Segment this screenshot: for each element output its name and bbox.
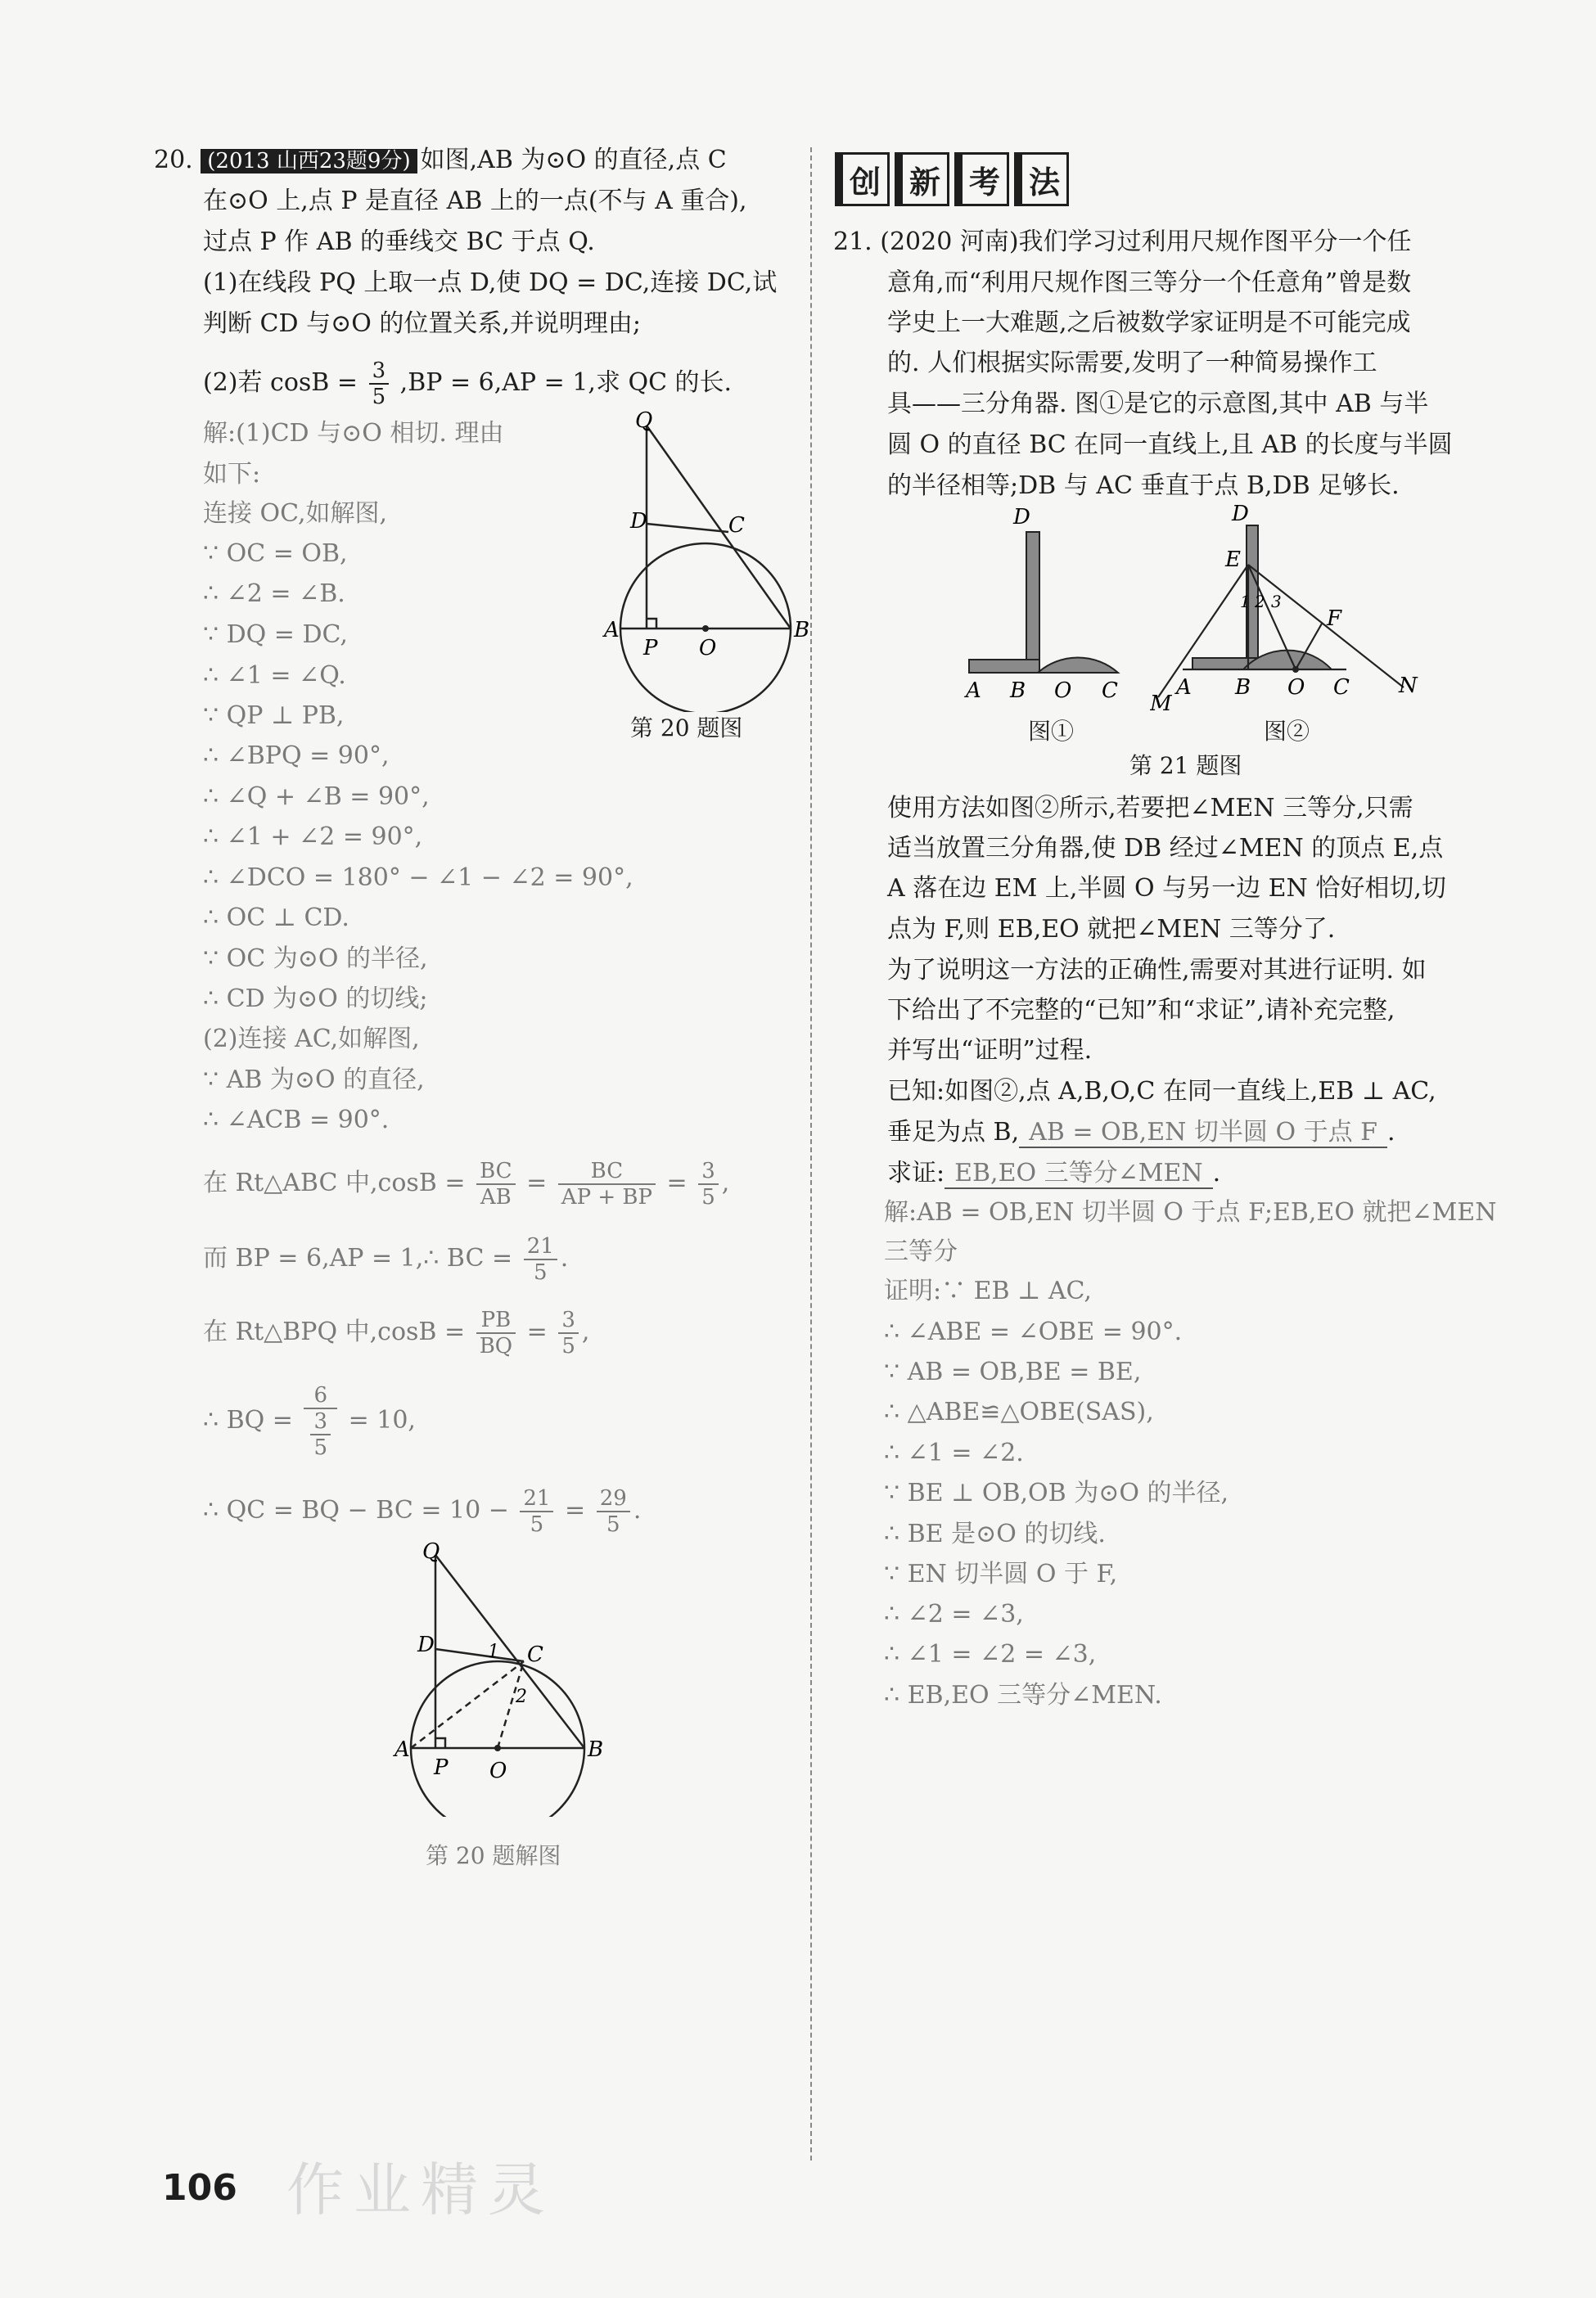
q20-number: 20. [154, 146, 193, 174]
q21-stem-5: 圆 O 的直径 BC 在同一直线上,且 AB 的长度与半圆 [887, 430, 1453, 459]
frac-den: AB [480, 1185, 512, 1210]
frac-den: 5 [530, 1512, 544, 1537]
q21-stem-3: 的. 人们根据实际需要,发明了一种简易操作工 [887, 349, 1377, 377]
q21-stem-4: 具——三分角器. 图①是它的示意图,其中 AB 与半 [887, 390, 1429, 418]
svg-text:B: B [794, 618, 810, 642]
q20-sol-12: ∴ OC ⊥ CD. [203, 903, 349, 932]
frac-den [304, 1409, 337, 1460]
q20-sol-16: ∵ AB 为⊙O 的直径, [203, 1066, 425, 1094]
q20-part2-a: (2)若 cosB = [203, 368, 358, 397]
q21-stem-1: 意角,而“利用尺规作图三等分一个任意角”曾是数 [887, 268, 1412, 297]
eq: = [565, 1496, 586, 1525]
eq: = [526, 1318, 548, 1346]
svg-text:N: N [1399, 674, 1418, 698]
section-char-4: 法 [1014, 152, 1069, 206]
svg-text:F: F [1327, 606, 1342, 631]
q21-usage-3: 点为 F,则 EB,EO 就把∠MEN 三等分了. [887, 915, 1336, 944]
svg-text:Q: Q [422, 1539, 440, 1564]
frac [597, 1486, 630, 1537]
q21-sol-10: ∴ ∠2 = ∠3, [884, 1600, 1024, 1629]
q20-sol-8: ∴ ∠BPQ = 90°, [203, 741, 390, 770]
q21-sol-4: ∵ AB = OB,BE = BE, [884, 1358, 1142, 1386]
svg-text:2: 2 [1255, 592, 1265, 611]
calc-text: 在 Rt△ABC 中,cosB = [203, 1169, 466, 1197]
frac-den: 5 [701, 1185, 715, 1210]
frac-den: 5 [561, 1334, 575, 1359]
svg-text:C: C [1333, 675, 1350, 700]
q20-stem-1: 在⊙O 上,点 P 是直径 AB 上的一点(不与 A 重合), [203, 187, 747, 215]
q20-solution-figure [385, 1539, 630, 1817]
q21-known-answer: AB = OB,EN 切半圆 O 于点 F [1019, 1118, 1387, 1148]
q20-stem-0: 如图,AB 为⊙O 的直径,点 C [420, 146, 727, 174]
frac-num: 3 [558, 1308, 579, 1334]
frac-num: BC [476, 1159, 515, 1185]
q20-line-1 [154, 144, 727, 178]
q20-sol-14: ∴ CD 为⊙O 的切线; [203, 985, 428, 1013]
svg-text:D: D [1013, 507, 1030, 529]
q20-part2-b: ,BP = 6,AP = 1,求 QC 的长. [399, 368, 733, 397]
q20-sol-11: ∴ ∠DCO = 180° − ∠1 − ∠2 = 90°, [203, 863, 633, 892]
svg-text:Q: Q [635, 409, 653, 433]
q21-stem-2: 学史上一大难题,之后被数学家证明是不可能完成 [887, 309, 1411, 337]
q21-usage-5: 下给出了不完整的“已知”和“求证”,请补充完整, [887, 996, 1395, 1025]
frac [524, 1234, 557, 1285]
frac-den: BQ [479, 1334, 513, 1359]
frac-num: 6 [304, 1383, 337, 1409]
frac [698, 1159, 719, 1210]
svg-text:E: E [1225, 547, 1241, 572]
frac-num: 29 [597, 1486, 630, 1512]
q21-figure-1-caption: 图① [1028, 718, 1075, 745]
q21-known-line: 垂足为点 B, AB = OB,EN 切半圆 O 于点 F . [887, 1118, 1395, 1147]
q20-sol-3: ∵ OC = OB, [203, 539, 348, 568]
frac [476, 1159, 515, 1210]
q21-sol-9: ∵ EN 切半圆 O 于 F, [884, 1560, 1118, 1588]
svg-text:M: M [1150, 692, 1172, 714]
svg-text:C: C [1102, 678, 1118, 703]
q21-figure-caption: 第 21 题图 [1129, 752, 1242, 779]
q21-sol-1: 三等分 [884, 1237, 958, 1266]
svg-text:A: A [966, 678, 981, 703]
q21-known-prefix: 垂足为点 B, [887, 1118, 1020, 1147]
q21-figure-2-caption: 图② [1264, 718, 1310, 745]
section-char-1: 创 [835, 152, 890, 206]
frac-den: 5 [372, 385, 386, 409]
q21-usage-2: A 落在边 EM 上,半圆 O 与另一边 EN 恰好相切,切 [887, 874, 1446, 903]
watermark: 作业精灵 [286, 2156, 555, 2224]
q20-figure [597, 409, 818, 712]
frac-num: 3 [698, 1159, 719, 1185]
q21-number: 21. [833, 228, 872, 256]
svg-text:C: C [527, 1642, 543, 1667]
q20-sol-2: 连接 OC,如解图, [203, 499, 388, 528]
q20-figure-caption: 第 20 题图 [630, 714, 743, 741]
frac-den: 5 [606, 1512, 620, 1537]
q20-sol-6: ∴ ∠1 = ∠Q. [203, 661, 346, 690]
q20-sol-17: ∴ ∠ACB = 90°. [203, 1106, 390, 1134]
frac-den: AP + BP [561, 1185, 652, 1210]
svg-text:B: B [1010, 678, 1026, 703]
svg-text:A: A [604, 618, 620, 642]
frac-den: 5 [313, 1435, 328, 1460]
svg-text:B: B [1235, 675, 1251, 700]
q20-calc-5: ∴ QC = BQ − BC = 10 − $\frac{21}{5}$ = $\frac{29}{5}$ . [203, 1486, 642, 1537]
q20-sol-5: ∵ DQ = DC, [203, 620, 348, 649]
frac-num: 3 [310, 1409, 331, 1435]
q20-calc-1: 在 Rt△ABC 中,cosB = $\frac{BC}{AB}$ = $\frac{BC}{AP + BP}$ = $\frac{3}{5}$ , [203, 1159, 730, 1210]
q21-figure-1 [958, 507, 1138, 704]
q21-line-1 [833, 226, 1412, 259]
q20-calc-2: 而 BP = 6,AP = 1,∴ BC = $\frac{21}{5}$ . [203, 1234, 569, 1285]
q21-usage-6: 并写出“证明”过程. [887, 1036, 1093, 1065]
svg-text:3: 3 [1271, 592, 1282, 611]
frac [476, 1308, 516, 1359]
svg-text:A: A [1176, 675, 1192, 700]
q20-calc-4 [203, 1383, 416, 1460]
frac-num: 3 [369, 358, 390, 385]
q20-stem-4: 判断 CD 与⊙O 的位置关系,并说明理由; [203, 309, 641, 338]
inner-frac [307, 1409, 334, 1460]
q21-prove-line: 求证: EB,EO 三等分∠MEN . [887, 1159, 1221, 1187]
svg-text:C: C [728, 513, 745, 538]
frac [558, 1159, 656, 1210]
svg-text:D: D [417, 1633, 435, 1657]
svg-text:O: O [1054, 678, 1072, 703]
q20-calc-3: 在 Rt△BPQ 中,cosB = $\frac{PB}{BQ}$ = $\frac{3}{5}$ , [203, 1308, 590, 1359]
frac [558, 1308, 579, 1359]
calc-text: ∴ QC = BQ − BC = 10 − [203, 1496, 509, 1525]
section-char-3: 考 [954, 152, 1009, 206]
svg-text:P: P [434, 1755, 449, 1780]
frac-num: PB [476, 1308, 516, 1334]
q21-stem-6: 的半径相等;DB 与 AC 垂直于点 B,DB 足够长. [887, 471, 1400, 500]
svg-text:1: 1 [488, 1642, 499, 1662]
q20-sol-10: ∴ ∠1 + ∠2 = 90°, [203, 822, 423, 851]
q20-part2-frac [369, 358, 390, 409]
svg-text:O: O [1287, 675, 1305, 700]
q20-sol-1: 如下: [203, 460, 261, 489]
svg-text:O: O [489, 1759, 507, 1783]
section-char-2: 新 [895, 152, 949, 206]
q21-sol-2: 证明:∵ EB ⊥ AC, [884, 1277, 1092, 1305]
q20-sol-9: ∴ ∠Q + ∠B = 90°, [203, 782, 430, 811]
eq: = [666, 1169, 688, 1197]
q21-sol-3: ∴ ∠ABE = ∠OBE = 90°. [884, 1318, 1183, 1346]
q20-sol-13: ∵ OC 为⊙O 的半径, [203, 944, 428, 973]
q21-stem-0: (2020 河南)我们学习过利用尺规作图平分一个任 [880, 228, 1412, 256]
svg-text:O: O [699, 636, 717, 660]
q20-part2 [203, 358, 732, 409]
q21-sol-5: ∴ △ABE≌△OBE(SAS), [884, 1398, 1154, 1426]
calc-text: 而 BP = 6,AP = 1,∴ BC = [203, 1244, 513, 1273]
q21-figure-2 [1150, 501, 1428, 714]
q21-sol-11: ∴ ∠1 = ∠2 = ∠3, [884, 1640, 1097, 1669]
eq: = [526, 1169, 548, 1197]
frac-num: 21 [520, 1486, 553, 1512]
q21-usage-7: 已知:如图②,点 A,B,O,C 在同一直线上,EB ⊥ AC, [887, 1077, 1436, 1106]
q20-solution-caption: 第 20 题解图 [426, 1842, 561, 1869]
q21-prove-answer: EB,EO 三等分∠MEN [945, 1159, 1213, 1189]
q20-sol-4: ∴ ∠2 = ∠B. [203, 579, 345, 608]
q21-usage-1: 适当放置三分角器,使 DB 经过∠MEN 的顶点 E,点 [887, 834, 1444, 863]
q21-sol-0: 解:AB = OB,EN 切半圆 O 于点 F;EB,EO 就把∠MEN [884, 1198, 1497, 1227]
q21-sol-12: ∴ EB,EO 三等分∠MEN. [884, 1681, 1162, 1710]
q20-sol-7: ∵ QP ⊥ PB, [203, 701, 345, 730]
q21-sol-8: ∴ BE 是⊙O 的切线. [884, 1520, 1106, 1548]
page-number: 106 [162, 2167, 237, 2209]
calc-text: ∴ BQ = [203, 1406, 293, 1435]
q20-sol-0: 解:(1)CD 与⊙O 相切. 理由 [203, 419, 504, 448]
svg-text:P: P [643, 636, 658, 660]
q20-sol-15: (2)连接 AC,如解图, [203, 1025, 420, 1053]
q20-source-tag: (2013 山西23题9分) [201, 149, 417, 173]
calc-text: = 10, [348, 1406, 416, 1435]
frac [520, 1486, 553, 1537]
q21-usage-0: 使用方法如图②所示,若要把∠MEN 三等分,只需 [887, 794, 1413, 822]
q21-sol-7: ∵ BE ⊥ OB,OB 为⊙O 的半径, [884, 1479, 1229, 1507]
calc-text: 在 Rt△BPQ 中,cosB = [203, 1318, 466, 1346]
frac-num: 21 [524, 1234, 557, 1260]
frac-den: 5 [533, 1260, 548, 1285]
svg-text:2: 2 [516, 1687, 527, 1707]
svg-text:B: B [588, 1737, 604, 1762]
frac-num: BC [558, 1159, 656, 1185]
section-title-innovation [835, 152, 1069, 206]
svg-text:D: D [1232, 502, 1249, 526]
q20-stem-3: (1)在线段 PQ 上取一点 D,使 DQ = DC,连接 DC,试 [203, 268, 778, 297]
q21-usage-4: 为了说明这一方法的正确性,需要对其进行证明. 如 [887, 956, 1427, 985]
q20-stem-2: 过点 P 作 AB 的垂线交 BC 于点 Q. [203, 228, 595, 256]
svg-text:1: 1 [1240, 592, 1251, 611]
svg-text:D: D [630, 509, 647, 534]
q21-sol-6: ∴ ∠1 = ∠2. [884, 1439, 1024, 1467]
svg-text:A: A [394, 1737, 410, 1762]
complex-frac [304, 1383, 337, 1460]
q21-prove-prefix: 求证: [887, 1159, 945, 1187]
